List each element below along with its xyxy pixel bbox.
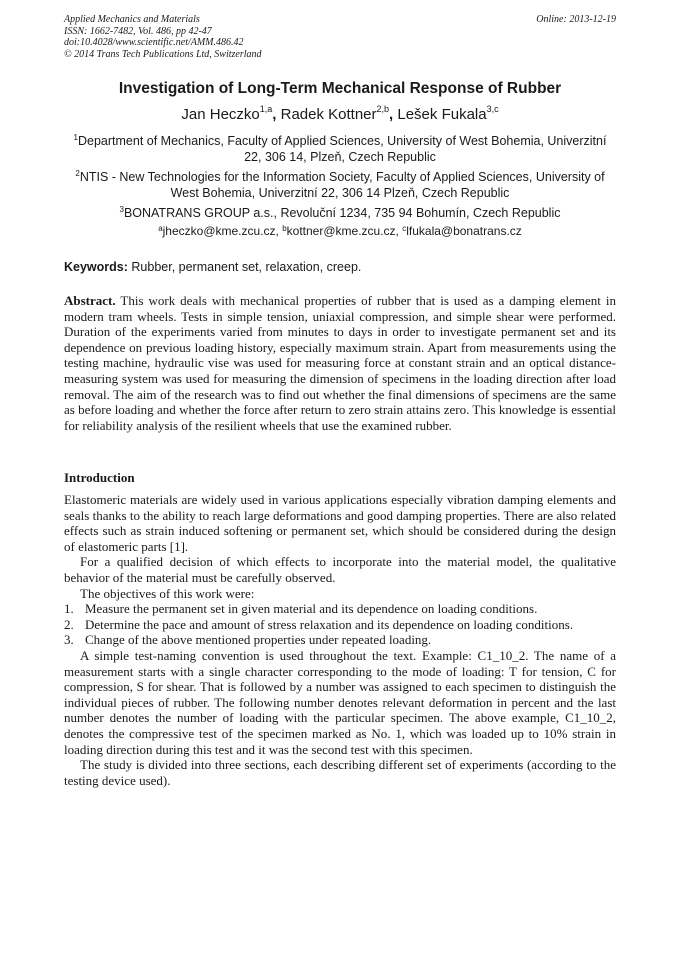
affiliation-sup: 1 (73, 133, 78, 142)
author-sup: 2,b (376, 104, 390, 114)
affiliation (64, 130, 616, 165)
section-heading-introduction: Introduction (64, 470, 135, 485)
author-sup: 1,a (259, 104, 273, 114)
paragraph: The objectives of this work were: (80, 585, 255, 601)
list-number: 3. (64, 632, 74, 648)
author-name: Jan Heczko (181, 106, 260, 123)
abstract-text: This work deals with mechanical properties of rubber that is used as a damping element in modern tram wheels. Tests in simple tension, uniaxial compression, and simple shear were performed. Duration of the experiments varied from minutes to days in order to investigate permanent set and its dependence on previous loading history, especially maximum strain. Apart from measurements using the testing machine, hydraulic vise was used for measuring force at constant strain and an optical distance-measuring system was used for measuring the dimension of specimens in the loading direction after load removal. The aim of the research was to find out whether the final dimensions of specimens are the same as before loading and whether the force after return to zero strain attains zero. This knowledge is essential for reliability analysis of the resilient wheels that use the examined rubber. (64, 293, 617, 433)
list-item (64, 601, 616, 617)
keywords (64, 260, 616, 274)
journal-doi: doi:10.4028/www.scientific.net/AMM.486.42 (64, 37, 244, 48)
affiliation-text: Department of Mechanics, Faculty of Applied Sciences, University of West Bohemia, Univerzitní 22, 306 14, Plzeň, Czech Republic (77, 134, 607, 164)
affiliation-sup: 3 (119, 205, 124, 214)
paragraph: For a qualified decision of which effects to incorporate into the material model, the qualitative behavior of the material must be carefully observed. (64, 554, 616, 585)
list-item (64, 632, 616, 648)
email-sup: a (158, 224, 163, 233)
abstract (64, 293, 616, 433)
keywords-text: Rubber, permanent set, relaxation, creep. (131, 260, 362, 274)
affiliation-sup: 2 (75, 169, 80, 178)
list-number: 1. (64, 601, 74, 617)
list-text: Determine the pace and amount of stress relaxation and its dependence on loading conditions. (85, 616, 574, 632)
introduction-body (64, 492, 616, 788)
list-item (64, 617, 616, 633)
keywords-label: Keywords: (64, 260, 128, 274)
affiliation-text: BONATRANS GROUP a.s., Revoluční 1234, 735 94 Bohumín, Czech Republic (123, 206, 561, 220)
paragraph: The study is divided into three sections, each describing different set of experiments (according to the testing device used). (64, 757, 616, 788)
journal-name: Applied Mechanics and Materials (64, 14, 200, 25)
author-name: Lešek Fukala (397, 106, 487, 123)
paragraph: Elastomeric materials are widely used in various applications especially vibration damping elements and seals thanks to the ability to reach large deformations and good damping properties. There are also related effects such as strain induced softening or permanent set, which should be considered during the design of elastomeric parts [1]. (64, 492, 616, 554)
author-list: Jan Heczko$^{1,a}$, Radek Kottner$^{2,b}$, Lešek Fukala$^{3,c}$ (181, 104, 499, 123)
email-link[interactable]: jheczko@kme.zcu.cz (162, 224, 276, 238)
email-link[interactable]: kottner@kme.zcu.cz (286, 224, 396, 238)
affiliation (64, 202, 616, 221)
list-text: Change of the above mentioned properties under repeated loading. (85, 632, 432, 648)
email-list: $^a$jheczko@kme.zcu.cz, $^b$kottner@kme.zcu.cz, $^c$lfukala@bonatrans.cz (158, 224, 522, 238)
journal-copyright: © 2014 Trans Tech Publications Ltd, Switzerland (64, 48, 262, 60)
paragraph: A simple test-naming convention is used throughout the text. Example: C1_10_2. The name of a measurement starts with a single character corresponding to the mode of loading: T for tension, C for compression, S for shear. That is followed by a number was assigned to each specimen to distinguish the individual pieces of rubber. The following number denotes relevant deformation in percent and the last number denotes the number of loading with the particular specimen. The above example, C1_10_2, denotes the compressive test of the specimen marked as No. 1, which was loaded up to 10% strain in loading direction during this test and it was the second test with this specimen. (64, 647, 616, 757)
list-number: 2. (64, 616, 74, 632)
affiliation-text: NTIS - New Technologies for the Information Society, Faculty of Applied Sciences, University of West Bohemia, Univerzitní 22, 306 14 Plzeň, Czech Republic (79, 170, 605, 200)
paper-title: Investigation of Long-Term Mechanical Response of Rubber (118, 80, 562, 97)
journal-issn: ISSN: 1662-7482, Vol. 486, pp 42-47 (64, 25, 212, 37)
abstract-label: Abstract. (64, 293, 116, 308)
email-sup: c (402, 224, 407, 233)
journal-info (64, 14, 616, 60)
affiliation (64, 166, 616, 201)
author-name: Radek Kottner (280, 106, 377, 123)
list-text: Measure the permanent set in given material and its dependence on loading conditions. (85, 601, 538, 617)
journal-header (64, 14, 616, 60)
author-sup: 3,c (486, 104, 499, 114)
online-date: Online: 2013-12-19 (536, 14, 616, 25)
email-link[interactable]: lfukala@bonatrans.cz (406, 224, 522, 238)
email-sup: b (282, 224, 287, 233)
